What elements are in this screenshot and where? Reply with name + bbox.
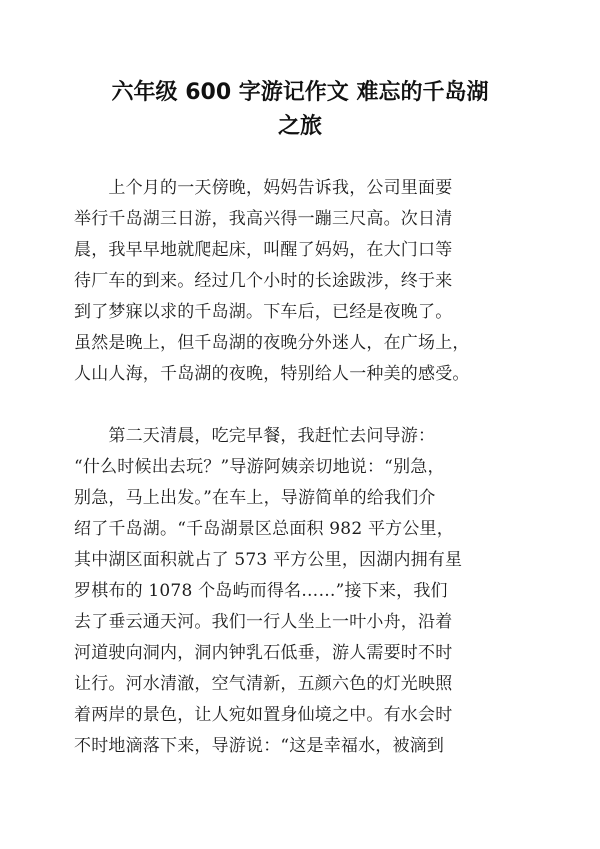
paragraph-line: 河道驶向洞内，洞内钟乳石低垂，游人需要时不时	[74, 643, 453, 663]
paragraph-line: 不时地滴落下来，导游说：“这是幸福水，被滴到	[74, 736, 445, 756]
document-title	[60, 76, 540, 144]
title-line-2: 之旅	[277, 114, 322, 139]
paragraph-line: 罗棋布的 1078 个岛屿而得名……”接下来，我们	[74, 581, 448, 601]
paragraph-line: 虽然是晚上，但千岛湖的夜晚分外迷人，在广场上，	[74, 333, 470, 353]
paragraph-line: 晨，我早早地就爬起床，叫醒了妈妈，在大门口等	[74, 240, 453, 260]
paragraph-line: 让行。河水清澈，空气清新，五颜六色的灯光映照	[74, 674, 453, 694]
paragraph-line: 其中湖区面积就占了 573 平方公里，因湖内拥有星	[74, 550, 463, 570]
paragraph-line: 绍了千岛湖。“千岛湖景区总面积 982 平方公里，	[74, 519, 454, 539]
title-line-1: 六年级 600 字游记作文 难忘的千岛湖	[111, 80, 489, 105]
paragraph-line: 到了梦寐以求的千岛湖。下车后，已经是夜晚了。	[74, 302, 453, 322]
paragraph-line: 去了垂云通天河。我们一行人坐上一叶小舟，沿着	[74, 612, 453, 632]
paragraph-line: 举行千岛湖三日游，我高兴得一蹦三尺高。次日清	[74, 209, 453, 229]
paragraph-line: 别急，马上出发。”在车上，导游简单的给我们介	[74, 488, 436, 508]
paragraph-line: 人山人海，千岛湖的夜晚，特别给人一种美的感受。	[74, 364, 470, 384]
paragraph-line: 着两岸的景色，让人宛如置身仙境之中。有水会时	[74, 705, 453, 725]
paragraph-line: 第二天清晨，吃完早餐，我赶忙去问导游：	[74, 426, 436, 446]
paragraph-line: 上个月的一天傍晚，妈妈告诉我，公司里面要	[74, 178, 453, 198]
paragraph-line: 待厂车的到来。经过几个小时的长途跋涉，终于来	[74, 271, 453, 291]
paragraph-line: “什么时候出去玩？”导游阿姨亲切地说：“别急，	[74, 457, 445, 477]
